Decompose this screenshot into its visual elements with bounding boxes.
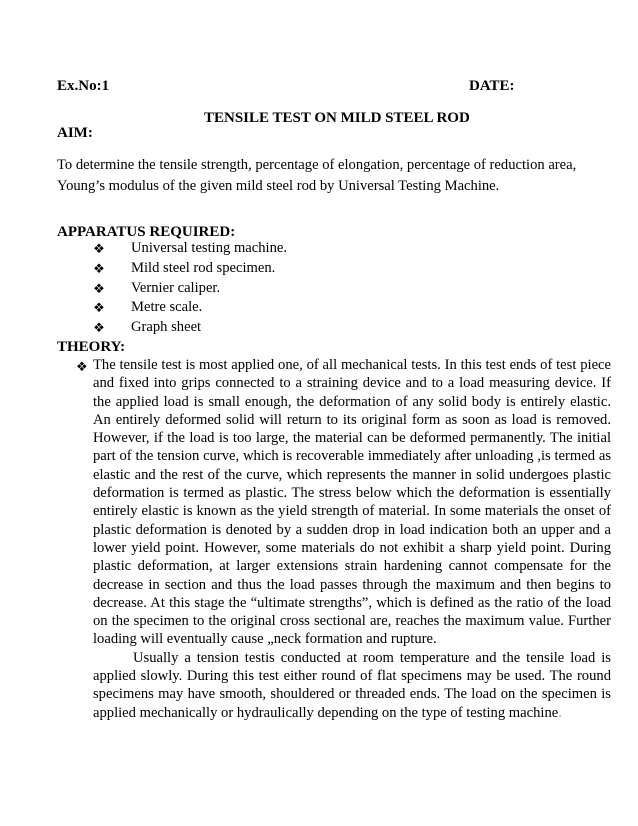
diamond-bullet-icon: ❖ [93,280,105,296]
apparatus-item: Graph sheet [131,319,202,336]
diamond-bullet-icon: ❖ [93,320,105,336]
apparatus-item: Metre scale. [131,299,203,316]
page-title: TENSILE TEST ON MILD STEEL ROD [204,110,470,126]
aim-heading: AIM: [57,125,93,141]
theory-paragraph-1: The tensile test is most applied one, of all mechanical tests. In this test ends of test piece and fixed into grips connected to a straining device and to a load measuring device. If the applied load is small enough, the deformation of any solid body is entirely elastic. An entirely deformed solid will return to its original form as soon as load is removed. However, if the load is too large, the material can be deformed permanently. The initial part of the tension curve, which is recoverable immediately after unloading ,is termed as elastic and the rest of the curve, which represents the manner in solid undergoes plastic deformation is termed as plastic. The stress below which the deformation is essentially entirely elastic is known as the yield strength of material. In some materials the onset of plastic deformation is denoted by a sudden drop in load indication both an upper and a lower yield point. However, some materials do not exhibit a sharp yield point. During plastic deformation, at larger extensions strain hardening cannot compensate for the decrease in section and thus the load passes through the maximum and then begins to decrease. At this stage the “ultimate strengths”, which is defined as the ratio of the load on the specimen to the original cross sectional are, reaches the maximum value. Further loading will eventually cause „neck formation and rupture. [93,357,611,648]
theory-body [93,356,611,722]
date-label: DATE: [469,78,515,94]
theory-paragraph-2 [93,649,611,722]
trailing-period: . [558,704,562,721]
diamond-bullet-icon: ❖ [93,260,105,276]
apparatus-item: Mild steel rod specimen. [131,259,276,276]
aim-text: To determine the tensile strength, percentage of elongation, percentage of reduction area, Young’s modulus of the given mild steel rod by Universal Testing Machine. [57,157,577,194]
theory-heading: THEORY: [57,339,126,355]
theory-paragraph-2-text: Usually a tension testis conducted at room temperature and the tensile load is applied slowly. During this test either round of flat specimens may be used. The round specimens may have smooth, shouldered or threaded ends. The load on the specimen is applied mechanically or hydraulically depending on the type of testing machine [93,649,611,721]
diamond-bullet-icon: ❖ [93,300,105,316]
diamond-bullet-icon: ❖ [93,241,105,256]
diamond-bullet-icon: ❖ [76,359,88,374]
apparatus-item: Vernier caliper. [131,279,221,296]
apparatus-heading: APPARATUS REQUIRED: [57,224,236,240]
exercise-number: Ex.No:1 [57,78,110,94]
apparatus-item: Universal testing machine. [131,240,288,256]
